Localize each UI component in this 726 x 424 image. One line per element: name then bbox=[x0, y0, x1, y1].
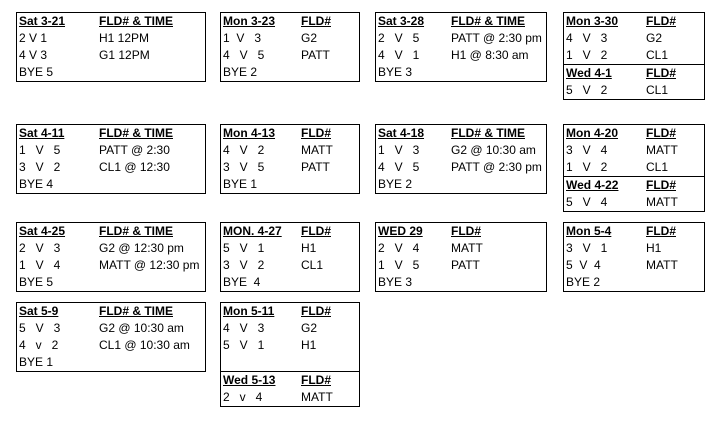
field-and-time: MATT bbox=[646, 258, 678, 272]
field-and-time: H1 bbox=[301, 338, 317, 352]
bye-team: BYE 1 bbox=[19, 355, 54, 369]
matchup-row bbox=[564, 30, 704, 47]
field-column-heading: FLD# & TIME bbox=[99, 14, 173, 28]
schedule-block-sat-4-18 bbox=[375, 124, 547, 194]
schedule-section bbox=[376, 13, 546, 81]
matchup: 4 V 1 bbox=[378, 48, 420, 62]
schedule-section bbox=[564, 125, 704, 176]
field-and-time: PATT @ 2:30 pm bbox=[451, 160, 542, 174]
field-column-heading: FLD# bbox=[301, 126, 331, 140]
schedule-section bbox=[17, 13, 205, 81]
schedule-block-mon-3-23 bbox=[220, 12, 360, 82]
bye-row bbox=[376, 64, 546, 81]
matchup-row bbox=[376, 142, 546, 159]
bye-team: BYE 1 bbox=[223, 177, 258, 191]
matchup-row bbox=[221, 47, 359, 64]
game-date: MON. 4-27 bbox=[223, 224, 282, 238]
schedule-section bbox=[221, 125, 359, 193]
field-and-time: MATT bbox=[451, 241, 483, 255]
bye-team: BYE 2 bbox=[223, 65, 258, 79]
matchup-row bbox=[564, 142, 704, 159]
game-date: Mon 5-11 bbox=[223, 304, 275, 318]
matchup: 2 V 4 bbox=[378, 241, 420, 255]
schedule-section bbox=[564, 13, 704, 64]
field-and-time: H1 bbox=[301, 241, 317, 255]
field-column-heading: FLD# & TIME bbox=[99, 224, 173, 238]
bye-team: BYE 2 bbox=[566, 275, 601, 289]
game-date: Wed 4-22 bbox=[566, 178, 619, 192]
matchup-row bbox=[221, 159, 359, 176]
section-header bbox=[376, 125, 546, 142]
section-header bbox=[221, 125, 359, 142]
matchup: 2 V 3 bbox=[19, 241, 61, 255]
schedule-block-sat-3-28 bbox=[375, 12, 547, 82]
matchup: 3 V 1 bbox=[566, 241, 608, 255]
matchup-row bbox=[17, 47, 205, 64]
matchup: 3 V 5 bbox=[223, 160, 265, 174]
matchup-row bbox=[221, 337, 359, 354]
field-and-time: CL1 @ 10:30 am bbox=[99, 338, 190, 352]
matchup-row bbox=[376, 159, 546, 176]
field-and-time: MATT bbox=[646, 195, 678, 209]
field-and-time: H1 @ 8:30 am bbox=[451, 48, 529, 62]
matchup: 4 v 2 bbox=[19, 338, 59, 352]
matchup-row bbox=[17, 240, 205, 257]
schedule-section bbox=[17, 223, 205, 291]
matchup: 4 V 2 bbox=[223, 143, 265, 157]
matchup: 2 V 5 bbox=[378, 31, 420, 45]
matchup: 2 V 1 bbox=[19, 31, 48, 45]
matchup-row bbox=[564, 47, 704, 64]
schedule-block-sat-5-9 bbox=[16, 302, 206, 372]
matchup: 1 V 3 bbox=[223, 31, 262, 45]
schedule-section bbox=[564, 223, 704, 291]
matchup-row bbox=[564, 257, 704, 274]
matchup: 5 V 3 bbox=[19, 321, 61, 335]
field-column-heading: FLD# bbox=[301, 224, 331, 238]
matchup-row bbox=[17, 337, 205, 354]
matchup: 1 V 5 bbox=[378, 258, 420, 272]
bye-team: BYE 4 bbox=[223, 275, 261, 289]
field-and-time: PATT @ 2:30 bbox=[99, 143, 170, 157]
schedule-section bbox=[564, 176, 704, 211]
matchup: 2 v 4 bbox=[223, 390, 263, 404]
game-date: Mon 5-4 bbox=[566, 224, 612, 238]
field-column-heading: FLD# bbox=[646, 14, 676, 28]
matchup-row bbox=[221, 240, 359, 257]
field-column-heading: FLD# & TIME bbox=[99, 304, 173, 318]
matchup: 5 V 1 bbox=[223, 338, 265, 352]
section-header bbox=[221, 223, 359, 240]
matchup-row bbox=[376, 257, 546, 274]
section-header bbox=[221, 303, 359, 320]
field-and-time: H1 12PM bbox=[99, 31, 150, 45]
field-column-heading: FLD# bbox=[301, 373, 331, 387]
bye-row bbox=[17, 274, 205, 291]
matchup: 4 V 5 bbox=[378, 160, 420, 174]
matchup: 4 V 3 bbox=[19, 48, 48, 62]
field-and-time: CL1 bbox=[646, 160, 669, 174]
matchup: 5 V 4 bbox=[566, 258, 601, 272]
matchup: 1 V 2 bbox=[566, 48, 608, 62]
field-and-time: MATT bbox=[646, 143, 678, 157]
field-column-heading: FLD# bbox=[301, 304, 331, 318]
field-and-time: G2 bbox=[301, 31, 318, 45]
bye-row bbox=[221, 64, 359, 81]
field-column-heading: FLD# bbox=[301, 14, 331, 28]
field-and-time: CL1 bbox=[301, 258, 324, 272]
bye-team: BYE 5 bbox=[19, 275, 54, 289]
matchup-row bbox=[376, 47, 546, 64]
matchup: 1 V 5 bbox=[19, 143, 61, 157]
schedule-section bbox=[221, 371, 359, 406]
matchup: 5 V 2 bbox=[566, 83, 608, 97]
bye-team: BYE 2 bbox=[378, 177, 413, 191]
game-date: Sat 4-11 bbox=[19, 126, 65, 140]
bye-team: BYE 5 bbox=[19, 65, 54, 79]
field-column-heading: FLD# bbox=[451, 224, 481, 238]
matchup-row bbox=[564, 240, 704, 257]
bye-team: BYE 4 bbox=[19, 177, 54, 191]
bye-row bbox=[17, 354, 205, 371]
matchup-row bbox=[564, 159, 704, 176]
section-header bbox=[376, 223, 546, 240]
game-date: Sat 3-21 bbox=[19, 14, 66, 28]
matchup-row bbox=[221, 320, 359, 337]
field-column-heading: FLD# & TIME bbox=[451, 14, 525, 28]
game-date: Mon 4-20 bbox=[566, 126, 619, 140]
matchup: 1 V 2 bbox=[566, 160, 608, 174]
schedule-section bbox=[376, 223, 546, 291]
schedule-block-sat-4-25 bbox=[16, 222, 206, 292]
schedule-section bbox=[564, 64, 704, 99]
bye-row bbox=[376, 176, 546, 193]
matchup-row bbox=[221, 257, 359, 274]
schedule-block-mon-4-13 bbox=[220, 124, 360, 194]
matchup-row bbox=[17, 142, 205, 159]
section-header bbox=[564, 65, 704, 82]
field-and-time: MATT bbox=[301, 390, 333, 404]
field-and-time: G2 @ 12:30 pm bbox=[99, 241, 184, 255]
field-and-time: CL1 @ 12:30 bbox=[99, 160, 170, 174]
field-and-time: H1 bbox=[646, 241, 662, 255]
schedule-block-mon-5-4 bbox=[563, 222, 705, 292]
section-header bbox=[221, 13, 359, 30]
field-and-time: G2 @ 10:30 am bbox=[451, 143, 536, 157]
matchup-row bbox=[221, 354, 359, 371]
matchup: 3 V 2 bbox=[19, 160, 61, 174]
field-and-time: G1 12PM bbox=[99, 48, 150, 62]
schedule-block-mon-4-20 bbox=[563, 124, 705, 212]
schedule-section bbox=[221, 13, 359, 81]
matchup: 1 V 4 bbox=[19, 258, 61, 272]
bye-team: BYE 3 bbox=[378, 65, 413, 79]
section-header bbox=[376, 13, 546, 30]
field-and-time: PATT bbox=[301, 160, 330, 174]
schedule-section bbox=[221, 223, 359, 291]
schedule-block-sat-3-21 bbox=[16, 12, 206, 82]
bye-team: BYE 3 bbox=[378, 275, 413, 289]
field-column-heading: FLD# bbox=[646, 224, 676, 238]
field-column-heading: FLD# & TIME bbox=[99, 126, 173, 140]
section-header bbox=[564, 125, 704, 142]
matchup: 4 V 5 bbox=[223, 48, 265, 62]
field-and-time: PATT @ 2:30 pm bbox=[451, 31, 542, 45]
section-header bbox=[17, 303, 205, 320]
bye-row bbox=[221, 274, 359, 291]
matchup-row bbox=[221, 30, 359, 47]
game-date: Sat 3-28 bbox=[378, 14, 425, 28]
section-header bbox=[221, 372, 359, 389]
schedule-section bbox=[17, 303, 205, 371]
bye-row bbox=[376, 274, 546, 291]
matchup: 3 V 2 bbox=[223, 258, 265, 272]
matchup-row bbox=[17, 320, 205, 337]
field-column-heading: FLD# bbox=[646, 66, 676, 80]
field-and-time: MATT @ 12:30 pm bbox=[99, 258, 200, 272]
field-and-time: MATT bbox=[301, 143, 333, 157]
section-header bbox=[564, 177, 704, 194]
matchup-row bbox=[17, 257, 205, 274]
schedule-block-mon-4-27 bbox=[220, 222, 360, 292]
game-date: Sat 4-25 bbox=[19, 224, 66, 238]
game-date: WED 29 bbox=[378, 224, 423, 238]
field-and-time: CL1 bbox=[646, 48, 669, 62]
bye-row bbox=[17, 64, 205, 81]
matchup-row bbox=[221, 389, 359, 406]
schedule-block-mon-3-30 bbox=[563, 12, 705, 100]
section-header bbox=[17, 125, 205, 142]
bye-row bbox=[221, 176, 359, 193]
matchup-row bbox=[376, 30, 546, 47]
section-header bbox=[564, 13, 704, 30]
matchup-row bbox=[376, 240, 546, 257]
section-header bbox=[17, 13, 205, 30]
matchup-row bbox=[17, 159, 205, 176]
field-and-time: CL1 bbox=[646, 83, 669, 97]
schedule-section bbox=[17, 125, 205, 193]
game-date: Wed 5-13 bbox=[223, 373, 276, 387]
field-and-time: PATT bbox=[451, 258, 480, 272]
schedule-section bbox=[221, 303, 359, 371]
game-date: Mon 4-13 bbox=[223, 126, 276, 140]
field-column-heading: FLD# & TIME bbox=[451, 126, 525, 140]
matchup-row bbox=[564, 194, 704, 211]
matchup: 4 V 3 bbox=[223, 321, 265, 335]
matchup-row bbox=[17, 30, 205, 47]
game-date: Mon 3-23 bbox=[223, 14, 276, 28]
matchup: 4 V 3 bbox=[566, 31, 608, 45]
bye-row bbox=[17, 176, 205, 193]
field-column-heading: FLD# bbox=[646, 178, 676, 192]
matchup: 3 V 4 bbox=[566, 143, 608, 157]
bye-row bbox=[564, 274, 704, 291]
matchup-row bbox=[221, 142, 359, 159]
schedule-block-mon-5-11 bbox=[220, 302, 360, 407]
game-date: Mon 3-30 bbox=[566, 14, 619, 28]
field-column-heading: FLD# bbox=[646, 126, 676, 140]
schedule-section bbox=[376, 125, 546, 193]
field-and-time: G2 bbox=[646, 31, 663, 45]
section-header bbox=[17, 223, 205, 240]
game-date: Sat 4-18 bbox=[378, 126, 425, 140]
field-and-time: PATT bbox=[301, 48, 330, 62]
game-date: Wed 4-1 bbox=[566, 66, 612, 80]
field-and-time: G2 @ 10:30 am bbox=[99, 321, 184, 335]
schedule-block-wed-29 bbox=[375, 222, 547, 292]
matchup: 5 V 1 bbox=[223, 241, 265, 255]
field-and-time: G2 bbox=[301, 321, 318, 335]
schedule-block-sat-4-11 bbox=[16, 124, 206, 194]
matchup-row bbox=[564, 82, 704, 99]
matchup: 1 V 3 bbox=[378, 143, 420, 157]
section-header bbox=[564, 223, 704, 240]
matchup: 5 V 4 bbox=[566, 195, 608, 209]
game-date: Sat 5-9 bbox=[19, 304, 59, 318]
